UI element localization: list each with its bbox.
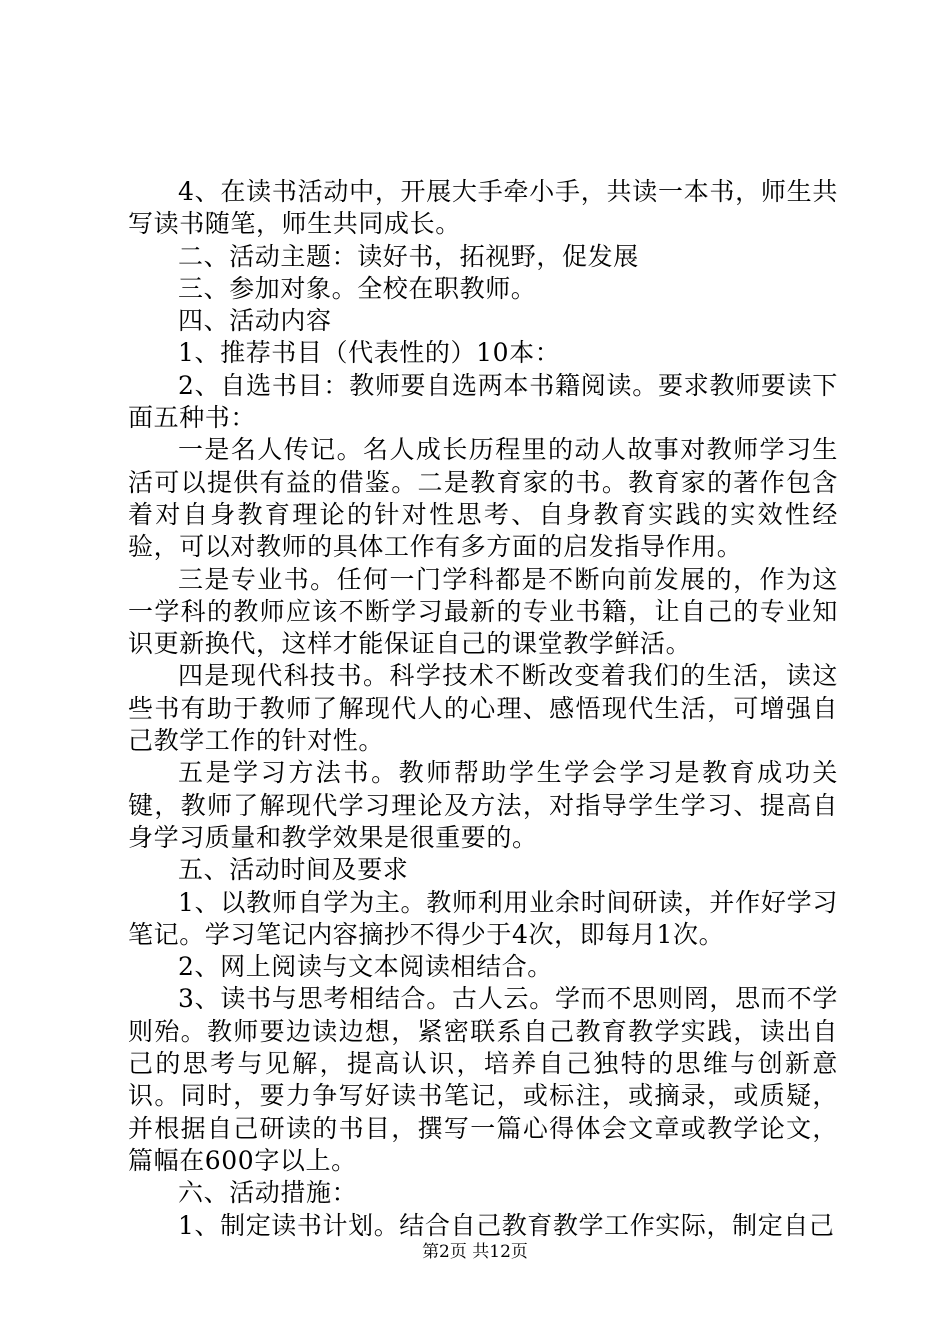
heading-activity-content: 四、活动内容 [178,306,332,336]
heading-time-and-requirements: 五、活动时间及要求 [178,855,409,885]
paragraph-online-reading: 2、网上阅读与文本阅读相结合。 [178,952,553,982]
heading-activity-theme: 二、活动主题：读好书，拓视野，促发展 [178,241,639,271]
heading-activity-measures: 六、活动措施： [178,1178,358,1208]
paragraph-biographies: 一是名人传记。名人成长历程里的动人故事对教师学习生活可以提供有益的借鉴。二是教育家的书。教育家的著作包含着对自身教育理论的针对性思考、自身教育实践的实效性经验，可以对教师的具体工作有多方面的启发指导作用。 [128,435,838,562]
paragraph-reading-plan: 1、制定读书计划。结合自己教育教学工作实际，制定自己 [178,1210,835,1240]
paragraph-item-4-reading-activity: 4、在读书活动中，开展大手牵小手，共读一本书，师生共写读书随笔，师生共同成长。 [128,177,838,239]
paragraph-self-study: 1、以教师自学为主。教师利用业余时间研读，并作好学习笔记。学习笔记内容摘抄不得少于4次，即每月1次。 [128,887,838,949]
paragraph-reading-and-thinking: 3、读书与思考相结合。古人云。学而不思则罔，思而不学则殆。教师要边读边想，紧密联系自己教育教学实践，读出自己的思考与见解，提高认识，培养自己独特的思维与创新意识。同时，要力争写好读书笔记，或标注，或摘录，或质疑，并根据自己研读的书目，撰写一篇心得体会文章或教学论文，篇幅在600字以上。 [128,984,838,1175]
paragraph-recommended-books: 1、推荐书目（代表性的）10本： [178,338,561,368]
paragraph-learning-method-books: 五是学习方法书。教师帮助学生学会学习是教育成功关键，教师了解现代学习理论及方法，对指导学生学习、提高自身学习质量和教学效果是很重要的。 [128,758,838,852]
document-body [128,176,838,1242]
page-number-footer: 第2页 共12页 [422,1242,528,1262]
paragraph-self-selected-books: 2、自选书目：教师要自选两本书籍阅读。要求教师要读下面五种书： [128,370,838,433]
paragraph-science-books: 四是现代科技书。科学技术不断改变着我们的生活，读这些书有助于教师了解现代人的心理、感悟现代生活，可增强自己教学工作的针对性。 [128,661,838,756]
paragraph-professional-books: 三是专业书。任何一门学科都是不断向前发展的，作为这一学科的教师应该不断学习最新的专业书籍，让自己的专业知识更新换代，这样才能保证自己的课堂教学鲜活。 [128,564,838,659]
heading-participants: 三、参加对象。全校在职教师。 [178,273,537,303]
